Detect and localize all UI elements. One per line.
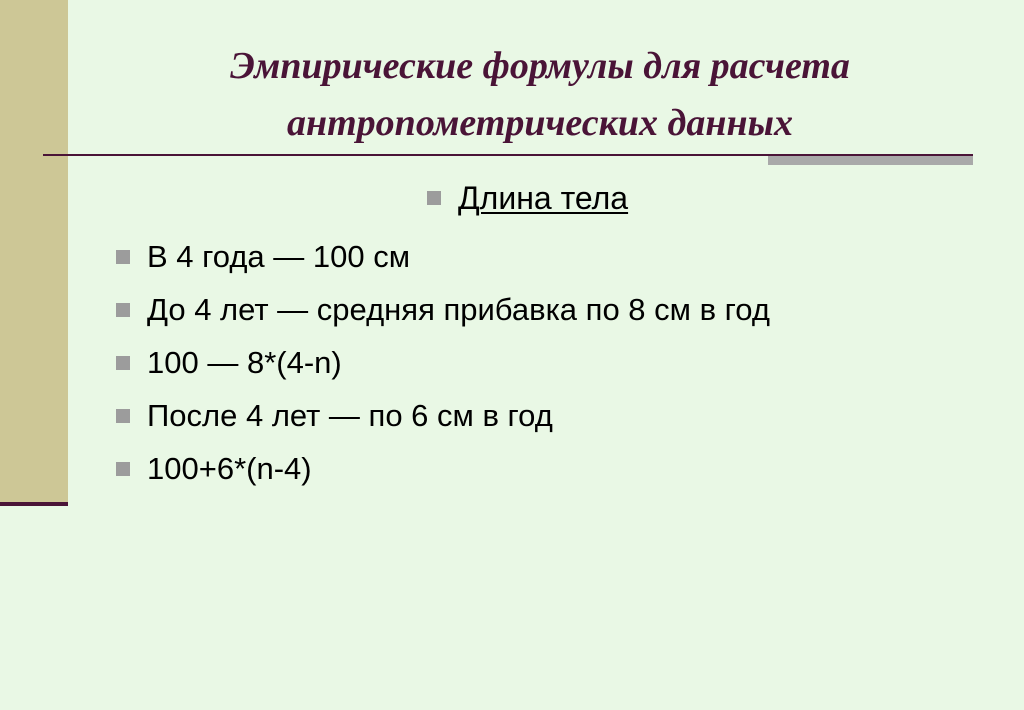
decorative-side-bar [0,0,68,503]
slide-title [140,38,940,152]
list-item-text: После 4 лет — по 6 см в год [147,397,553,433]
list-item-text: 100 — 8*(4-n) [147,344,342,380]
subtitle-text: Длина тела [458,180,629,216]
square-bullet-icon [116,303,130,317]
square-bullet-icon [427,191,441,205]
list-item [116,389,770,442]
square-bullet-icon [116,409,130,423]
list-item-text: В 4 года — 100 см [147,238,411,274]
list-item [116,283,770,336]
list-item [116,230,770,283]
slide-title-line-2: антропометрических данных [287,102,793,144]
list-item [116,442,770,495]
list-item [116,336,770,389]
slide-title-line-1: Эмпирические формулы для расчета [230,45,850,87]
subtitle [427,178,628,218]
square-bullet-icon [116,250,130,264]
bullet-list [116,230,770,495]
list-item-text: 100+6*(n-4) [147,450,312,486]
side-bar-underline [0,502,68,506]
square-bullet-icon [116,462,130,476]
title-divider-accent [768,156,973,165]
list-item-text: До 4 лет — средняя прибавка по 8 см в год [147,291,770,327]
square-bullet-icon [116,356,130,370]
